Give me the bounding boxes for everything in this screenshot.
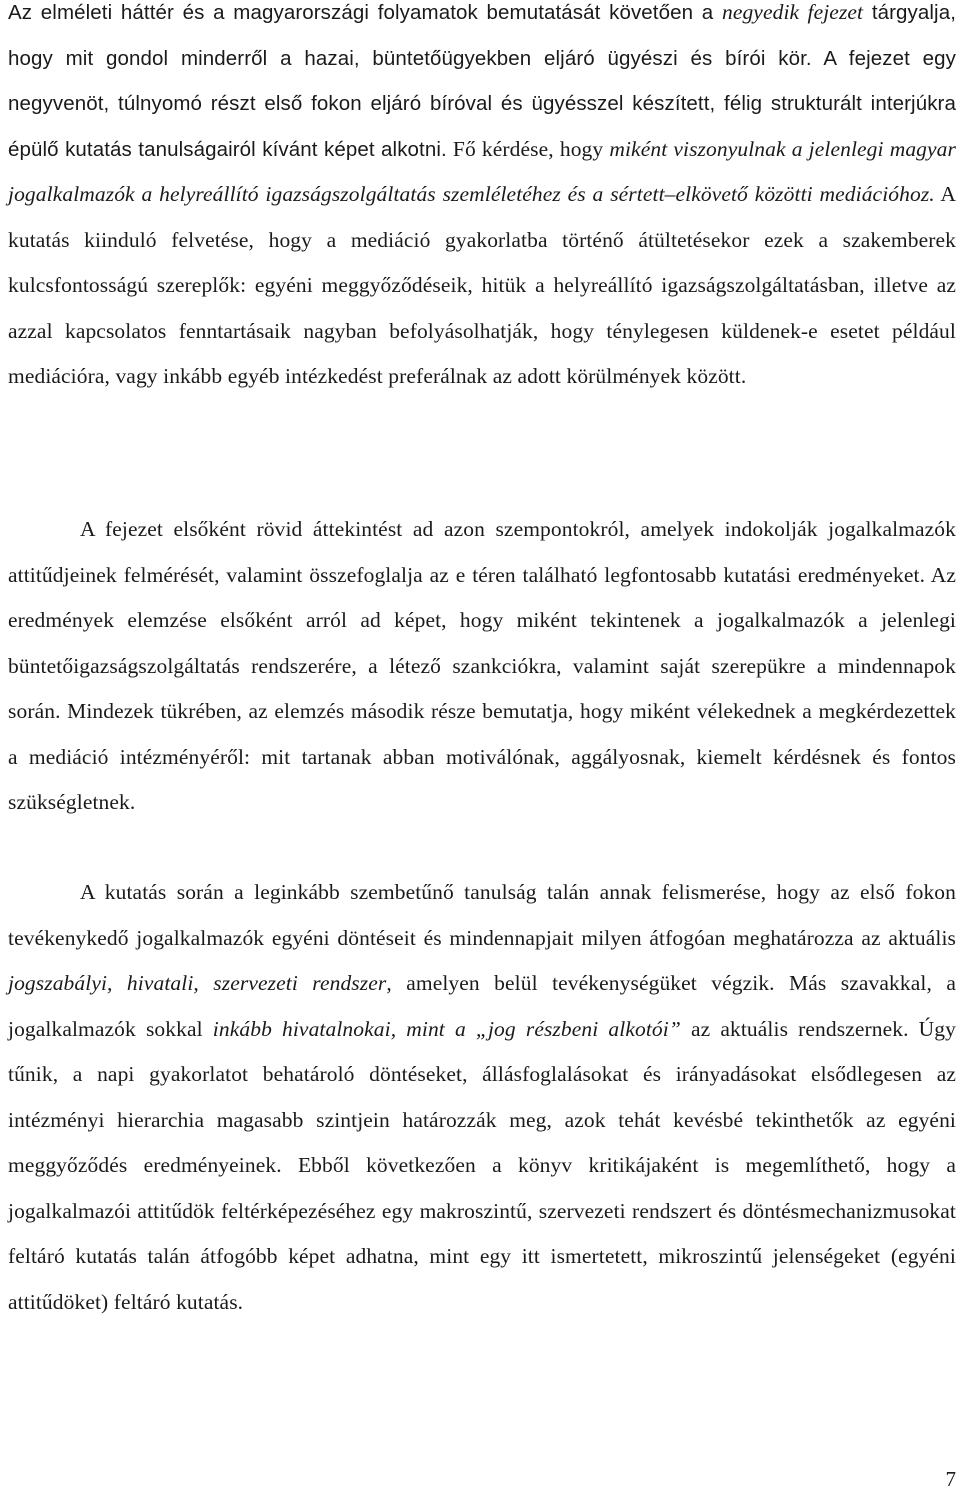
paragraph-1: [8, 0, 956, 400]
paragraph-3-text-a: A kutatás során a leginkább szembetűnő tanulság talán annak felismerése, hogy az első fokon tevékenykedő jogalkalmazók egyéni döntéseit és mindennapjait milyen átfogóan meghatározza az aktuális: [8, 880, 956, 950]
paragraph-3: [8, 870, 956, 1325]
paragraph-1-text-b: tárgyalja, hogy mit gondol minderről a hazai, büntetőügyekben eljáró ügyészi és bírói kör. A fejezet egy negyvenöt, túlnyomó részt első fokon eljáró bíróval és ügyésszel készített, félig strukturált interjúkra épülő kutatás tanulságairól kívánt képet alkotni.: [8, 1, 956, 161]
page-number: 7: [945, 1467, 956, 1491]
paragraph-1-text-d: A kutatás kiinduló felvetése, hogy a mediáció gyakorlatba történő átültetésekor ezek a szakemberek kulcsfontosságú szereplők: egyéni meggyőződéseik, hitük a helyreállító igazságszolgáltatásban, illetve az azzal kapcsolatos fenntartásaik nagyban befolyásolhatják, hogy ténylegesen küldenek-e esetet például mediációra, vagy inkább egyéb intézkedést preferálnak az adott körülmények között.: [8, 182, 956, 388]
paragraph-1-italic-chapter: negyedik fejezet: [721, 0, 864, 24]
paragraph-1-italic-question: miként viszonyulnak a jelenlegi magyar jogalkalmazók a helyreállító igazságszolgáltatás szemléletéhez és a sértett–elkövető közötti mediációhoz.: [8, 136, 956, 206]
paragraph-1-text-c: Fő kérdése, hogy: [446, 136, 610, 161]
paragraph-3-italic-system: jogszabályi, hivatali, szervezeti rendszer: [8, 971, 387, 995]
paragraph-3-italic-officials: inkább hivatalnokai, mint a „jog részbeni alkotói”: [212, 1016, 681, 1041]
paragraph-3-text-b: , amelyen belül tevékenységüket végzik. Más szavakkal, a jogalkalmazók sokkal: [8, 971, 956, 1041]
paragraph-3-text-c: az aktuális rendszernek. Úgy tűnik, a napi gyakorlatot behatároló döntéseket, állásfoglalásokat és irányadásokat elsődlegesen az intézményi hierarchia magasabb szintjein határozzák meg, azok tehát kevésbé tekinthetők az egyéni meggyőződés eredményeinek. Ebből következően a könyv kritikájaként is megemlíthető, hogy a jogalkalmazói attitűdök feltérképezéséhez egy makroszintű, szervezeti rendszert és döntésmechanizmusokat feltáró kutatás talán átfogóbb képet adhatna, mint egy itt ismertetett, mikroszintű jelenségeket (egyéni attitűdöket) feltáró kutatás.: [8, 1016, 956, 1314]
paragraph-1-text-a: Az elméleti háttér és a magyarországi folyamatok bemutatását követően a: [8, 1, 722, 24]
paragraph-2: A fejezet elsőként rövid áttekintést ad azon szempontokról, amelyek indokolják jogalkalmazók attitűdjeinek felmérését, valamint összefoglalja az e téren található legfontosabb kutatási eredményeket. Az eredmények elemzése elsőként arról ad képet, hogy miként tekintenek a jogalkalmazók a jelenlegi büntetőigazságszolgáltatás rendszerére, a létező szankciókra, valamint saját szerepükre a mindennapok során. Mindezek tükrében, az elemzés második része bemutatja, hogy miként vélekednek a megkérdezettek a mediáció intézményéről: mit tartanak abban motiválónak, aggályosnak, kiemelt kérdésnek és fontos szükségletnek.: [8, 517, 956, 814]
